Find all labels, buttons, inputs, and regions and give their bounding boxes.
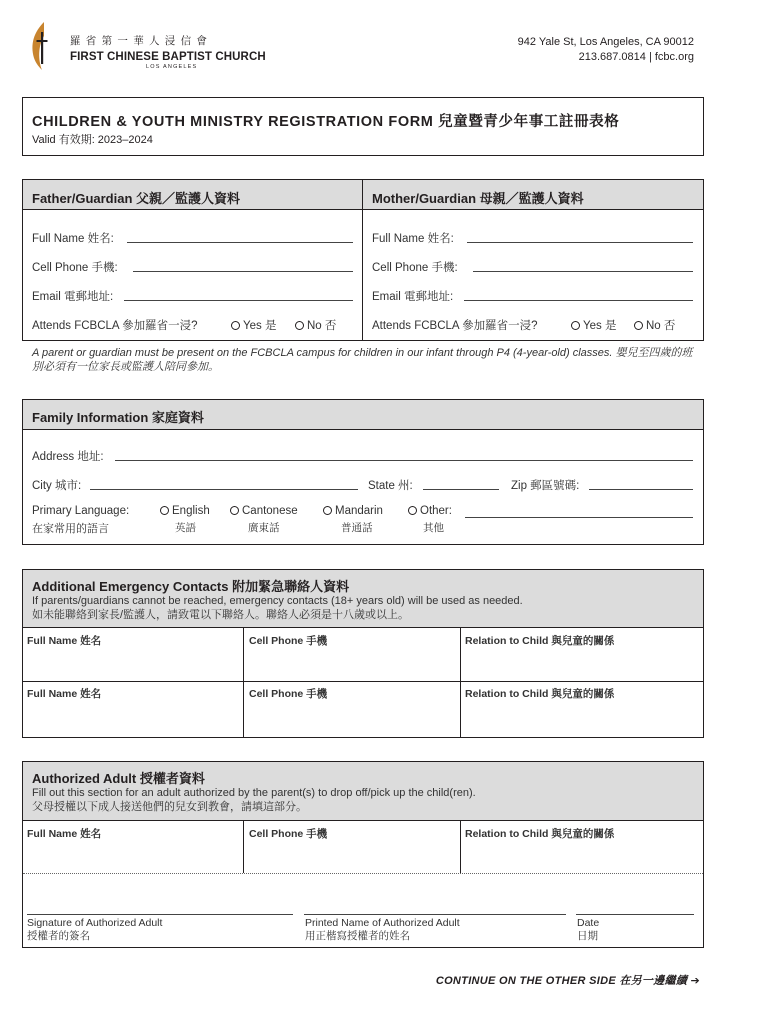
- church-phone-web: 213.687.0814 | fcbc.org: [578, 51, 694, 63]
- father-attends-no-label: No 否: [307, 320, 337, 332]
- authorized-col-divider-2: [460, 821, 461, 873]
- form-title: CHILDREN & YOUTH MINISTRY REGISTRATION FORM 兒童暨青少年事工註冊表格: [32, 114, 620, 130]
- mother-attends-no-label: No 否: [646, 320, 676, 332]
- mother-attends-no[interactable]: [634, 317, 675, 333]
- language-mandarin-label: Mandarin: [335, 505, 383, 517]
- authorized-adult-note: Fill out this section for an adult authorized by the parent(s) to drop off/pick up the child(ren).: [32, 787, 476, 799]
- authorized-date-field[interactable]: [576, 914, 694, 915]
- church-address: 942 Yale St, Los Angeles, CA 90012: [517, 36, 694, 48]
- primary-language-label-cn: 在家常用的語言: [32, 523, 109, 535]
- mother-email-field[interactable]: [464, 300, 693, 301]
- authorized-name-label: Full Name 姓名: [27, 828, 102, 840]
- language-other[interactable]: [408, 505, 452, 517]
- parent-presence-note: A parent or guardian must be present on the FCBCLA campus for children in our infant through P4 (4-year-old) classes. 嬰兒至四歲的班別必須有一位家長或監護人陪同參加。: [32, 347, 693, 373]
- authorized-adult-note-cn: 父母授權以下成人接送他們的兒女到教會，請填這部分。: [32, 801, 307, 813]
- address-label: Address 地址:: [32, 451, 104, 463]
- emergency-1-phone-label: Cell Phone 手機: [249, 635, 328, 647]
- page-header: [28, 18, 708, 78]
- valid-period: Valid 有效期: 2023–2024: [32, 134, 153, 146]
- form-title-box: [22, 97, 704, 156]
- address-field[interactable]: [115, 460, 693, 461]
- emergency-1-name-label: Full Name 姓名: [27, 635, 102, 647]
- language-cantonese-label: Cantonese: [242, 505, 298, 517]
- father-email-label: Email 電郵地址:: [32, 291, 114, 303]
- emergency-contacts-note-cn: 如未能聯絡到家長/監護人，請致電以下聯絡人。聯絡人必須是十八歲或以上。: [32, 609, 410, 621]
- language-cantonese[interactable]: [230, 505, 298, 517]
- mother-attends-label: Attends FCBCLA 參加羅省一浸?: [372, 320, 538, 332]
- church-name-chinese: 羅省第一華人浸信會: [70, 35, 213, 47]
- emergency-col-divider-2: [460, 628, 461, 737]
- mother-guardian-title: Mother/Guardian 母親／監護人資料: [372, 191, 584, 206]
- mother-cell-phone-field[interactable]: [473, 271, 693, 272]
- authorized-printed-name-field[interactable]: [304, 914, 566, 915]
- radio-circle-icon[interactable]: [231, 321, 240, 330]
- church-city: LOS ANGELES: [146, 64, 198, 70]
- guardian-divider: [362, 180, 363, 340]
- state-label: State 州:: [368, 480, 413, 492]
- language-english-cn: 英語: [175, 522, 196, 534]
- authorized-relation-label: Relation to Child 與兒童的關係: [465, 828, 615, 840]
- emergency-contacts-title: Additional Emergency Contacts 附加緊急聯絡人資料: [32, 579, 350, 594]
- authorized-signature-label: Signature of Authorized Adult: [27, 917, 163, 929]
- mother-cell-phone-label: Cell Phone 手機:: [372, 262, 458, 274]
- mother-full-name-label: Full Name 姓名:: [372, 233, 454, 245]
- radio-circle-icon[interactable]: [408, 506, 417, 515]
- language-other-field[interactable]: [465, 517, 693, 518]
- authorized-signature-field[interactable]: [27, 914, 293, 915]
- language-english[interactable]: [160, 505, 210, 517]
- church-name-english: FIRST CHINESE BAPTIST CHURCH: [70, 51, 266, 63]
- radio-circle-icon[interactable]: [230, 506, 239, 515]
- language-cantonese-cn: 廣東話: [248, 522, 280, 534]
- zip-field[interactable]: [589, 489, 693, 490]
- authorized-row-divider: [23, 873, 703, 874]
- authorized-printed-name-label: Printed Name of Authorized Adult: [305, 917, 460, 929]
- authorized-adult-section: [22, 761, 704, 948]
- emergency-1-relation-label: Relation to Child 與兒童的關係: [465, 635, 615, 647]
- emergency-2-phone-label: Cell Phone 手機: [249, 688, 328, 700]
- father-full-name-field[interactable]: [127, 242, 353, 243]
- emergency-2-relation-label: Relation to Child 與兒童的關係: [465, 688, 615, 700]
- authorized-col-divider-1: [243, 821, 244, 873]
- guardian-section: [22, 179, 704, 341]
- emergency-contacts-note: If parents/guardians cannot be reached, emergency contacts (18+ years old) will be used as needed.: [32, 595, 523, 607]
- emergency-col-divider-1: [243, 628, 244, 737]
- father-cell-phone-field[interactable]: [133, 271, 353, 272]
- mother-email-label: Email 電郵地址:: [372, 291, 454, 303]
- radio-circle-icon[interactable]: [634, 321, 643, 330]
- father-full-name-label: Full Name 姓名:: [32, 233, 114, 245]
- church-logo-icon: [30, 22, 52, 70]
- father-attends-label: Attends FCBCLA 參加羅省一浸?: [32, 320, 198, 332]
- authorized-phone-label: Cell Phone 手機: [249, 828, 328, 840]
- authorized-adult-title: Authorized Adult 授權者資料: [32, 771, 205, 786]
- language-other-cn: 其他: [423, 522, 444, 534]
- language-english-label: English: [172, 505, 210, 517]
- zip-label: Zip 郵區號碼:: [511, 480, 580, 492]
- emergency-row-divider: [23, 681, 703, 682]
- emergency-contacts-section: [22, 569, 704, 738]
- emergency-2-name-label: Full Name 姓名: [27, 688, 102, 700]
- language-other-label: Other:: [420, 505, 452, 517]
- mother-full-name-field[interactable]: [467, 242, 693, 243]
- language-mandarin[interactable]: [323, 505, 383, 517]
- authorized-printed-name-label-cn: 用正楷寫授權者的姓名: [305, 930, 410, 942]
- continue-other-side: CONTINUE ON THE OTHER SIDE 在另一邊繼續 ➔: [435, 975, 700, 987]
- father-attends-yes[interactable]: [231, 317, 276, 333]
- father-cell-phone-label: Cell Phone 手機:: [32, 262, 118, 274]
- family-info-title: Family Information 家庭資料: [32, 410, 204, 425]
- father-guardian-title: Father/Guardian 父親／監護人資料: [32, 191, 241, 206]
- radio-circle-icon[interactable]: [571, 321, 580, 330]
- radio-circle-icon[interactable]: [295, 321, 304, 330]
- state-field[interactable]: [423, 489, 499, 490]
- church-contact: [518, 35, 694, 65]
- father-email-field[interactable]: [124, 300, 353, 301]
- mother-attends-yes-label: Yes 是: [583, 320, 617, 332]
- authorized-date-label-cn: 日期: [577, 930, 598, 942]
- family-info-section: [22, 399, 704, 545]
- city-label: City 城市:: [32, 480, 82, 492]
- city-field[interactable]: [90, 489, 358, 490]
- radio-circle-icon[interactable]: [323, 506, 332, 515]
- mother-attends-yes[interactable]: [571, 317, 616, 333]
- authorized-signature-label-cn: 授權者的簽名: [27, 930, 90, 942]
- radio-circle-icon[interactable]: [160, 506, 169, 515]
- father-attends-yes-label: Yes 是: [243, 320, 277, 332]
- authorized-date-label: Date: [577, 917, 600, 929]
- language-mandarin-cn: 普通話: [341, 522, 373, 534]
- father-attends-no[interactable]: [295, 317, 336, 333]
- primary-language-label: Primary Language:: [32, 505, 130, 517]
